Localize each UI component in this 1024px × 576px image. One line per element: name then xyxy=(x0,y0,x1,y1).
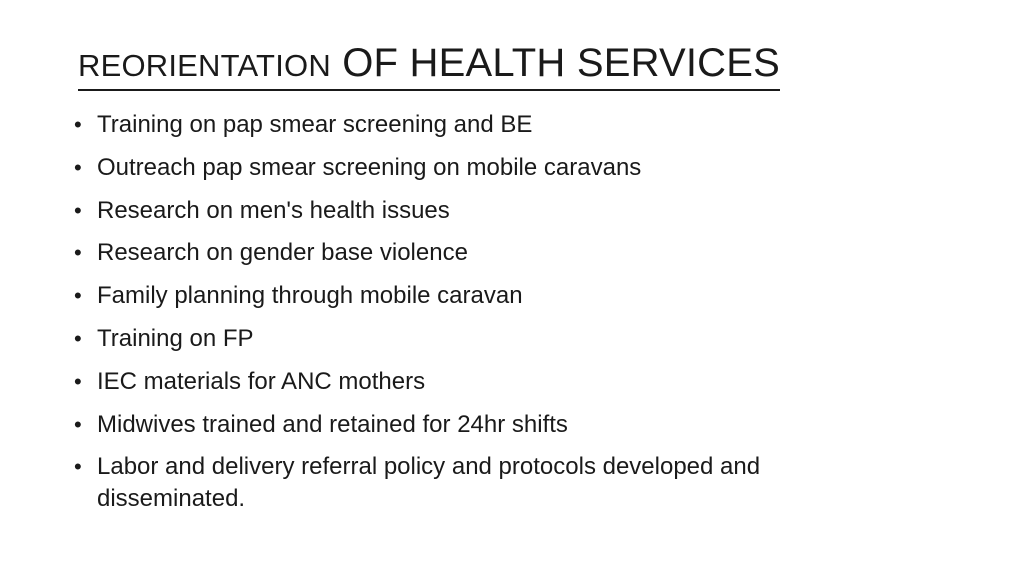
bullet-item xyxy=(72,323,912,355)
slide-title-part-2: OF HEALTH SERVICES xyxy=(330,41,780,85)
bullet-text: Training on pap smear screening and BE xyxy=(97,111,533,138)
bullet-item xyxy=(72,280,912,312)
bullet-dot-icon: • xyxy=(74,112,82,137)
bullet-item xyxy=(72,409,912,441)
slide-title xyxy=(78,40,780,91)
slide-title-part-1: REORIENTATION xyxy=(78,48,331,83)
bullet-list xyxy=(72,109,912,526)
bullet-dot-icon: • xyxy=(74,411,82,437)
bullet-item xyxy=(72,237,912,269)
bullet-text: Research on men's health issues xyxy=(97,196,450,224)
bullet-dot-icon: • xyxy=(74,154,82,180)
bullet-text: Midwives trained and retained for 24hr shifts xyxy=(97,410,568,438)
bullet-text: Research on gender base violence xyxy=(97,239,468,267)
bullet-item xyxy=(72,195,912,227)
bullet-dot-icon: • xyxy=(74,197,82,223)
bullet-dot-icon: • xyxy=(74,454,82,480)
bullet-dot-icon: • xyxy=(74,283,82,309)
bullet-dot-icon: • xyxy=(74,325,82,351)
bullet-dot-icon: • xyxy=(74,240,82,266)
bullet-item xyxy=(72,109,912,141)
bullet-text: Training on FP xyxy=(97,324,254,352)
bullet-dot-icon: • xyxy=(74,368,82,394)
bullet-text: Outreach pap smear screening on mobile caravans xyxy=(97,153,642,181)
bullet-item xyxy=(72,366,912,398)
bullet-item xyxy=(72,152,912,184)
bullet-text: IEC materials for ANC mothers xyxy=(97,367,426,395)
bullet-text: Family planning through mobile caravan xyxy=(97,282,523,310)
bullet-text: Labor and delivery referral policy and protocols developed and disseminated. xyxy=(97,453,761,513)
bullet-item xyxy=(72,451,912,515)
